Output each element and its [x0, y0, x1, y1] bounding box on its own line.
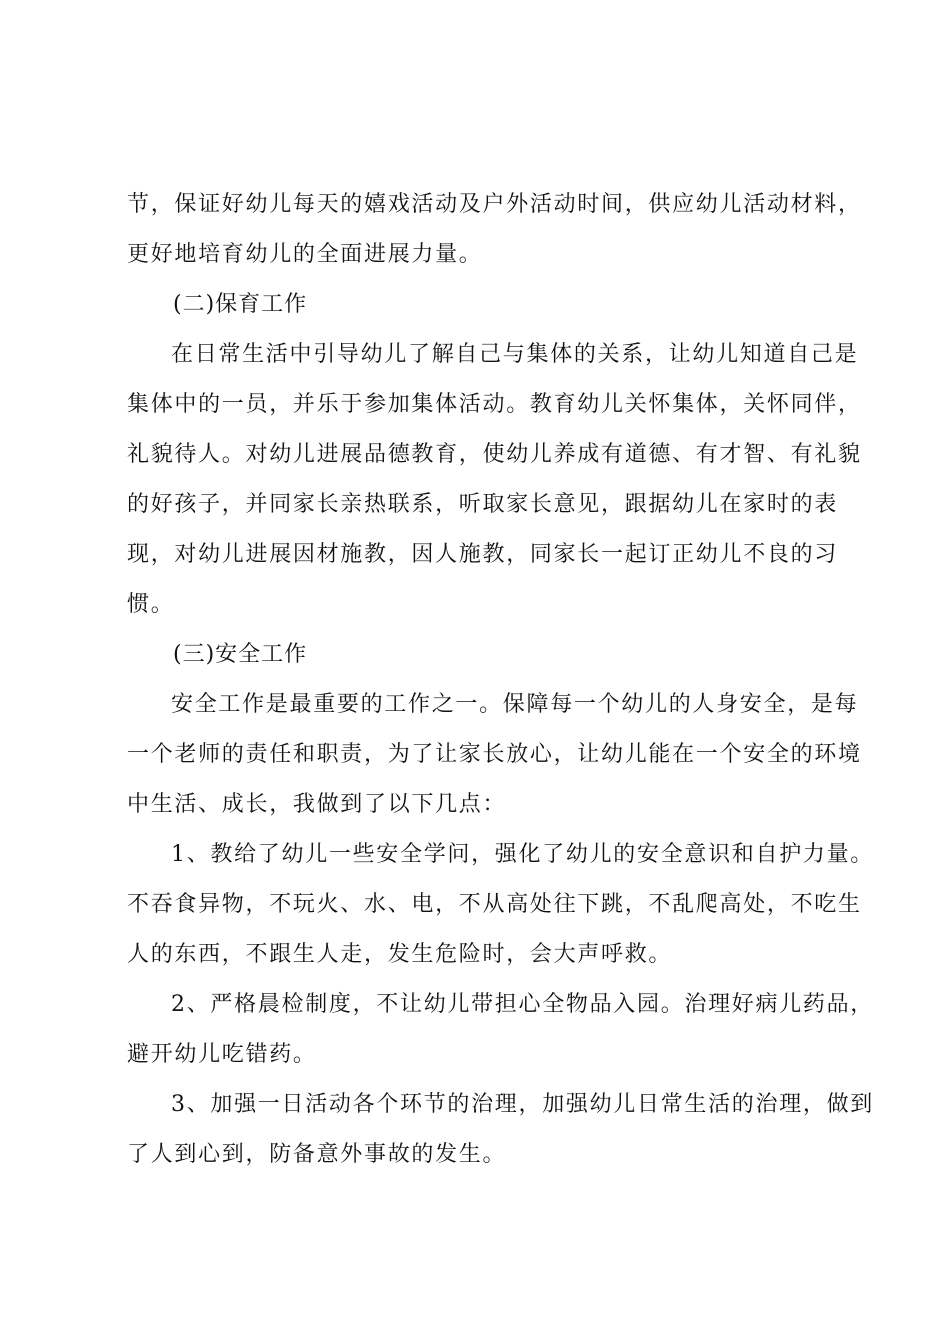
paragraph-line: 中生活、成长，我做到了以下几点： [127, 792, 507, 817]
section-heading-anquan: (三)安全工作 [173, 642, 308, 667]
paragraph-line: 在日常生活中引导幼儿了解自己与集体的关系，让幼儿知道自己是 [171, 342, 859, 367]
list-item-1-line: 不吞食异物，不玩火、水、电，不从高处往下跳，不乱爬高处，不吃生 [127, 892, 862, 917]
paragraph-line: 节，保证好幼儿每天的嬉戏活动及户外活动时间，供应幼儿活动材料， [127, 192, 862, 217]
paragraph-line: 礼貌待人。对幼儿进展品德教育，使幼儿养成有道德、有才智、有礼貌 [127, 442, 862, 467]
paragraph-line: 集体中的一员，并乐于参加集体活动。教育幼儿关怀集体，关怀同伴， [127, 392, 862, 417]
document-body [127, 180, 874, 1180]
list-item-1-line: 人的东西，不跟生人走，发生危险时，会大声呼救。 [127, 942, 673, 967]
list-item-2-line: 避开幼儿吃错药。 [127, 1042, 317, 1067]
list-item-3-line: 了人到心到，防备意外事故的发生。 [127, 1142, 507, 1167]
paragraph-line: 惯。 [127, 592, 175, 617]
paragraph-line: 更好地培育幼儿的全面进展力量。 [127, 242, 483, 267]
section-heading-baoyu: (二)保育工作 [173, 292, 308, 317]
list-item-1-line: 1、教给了幼儿一些安全学问，强化了幼儿的安全意识和自护力量。 [171, 842, 874, 867]
list-item-3-line: 3、加强一日活动各个环节的治理，加强幼儿日常生活的治理，做到 [171, 1092, 874, 1117]
paragraph-line: 一个老师的责任和职责，为了让家长放心，让幼儿能在一个安全的环境 [127, 742, 862, 767]
list-item-2-line: 2、严格晨检制度，不让幼儿带担心全物品入园。治理好病儿药品， [171, 992, 874, 1017]
paragraph-line: 的好孩子，并同家长亲热联系，听取家长意见，跟据幼儿在家时的表 [127, 492, 839, 517]
paragraph-line: 现，对幼儿进展因材施教，因人施教，同家长一起订正幼儿不良的习 [127, 542, 839, 567]
paragraph-line: 安全工作是最重要的工作之一。保障每一个幼儿的人身安全，是每 [171, 692, 859, 717]
